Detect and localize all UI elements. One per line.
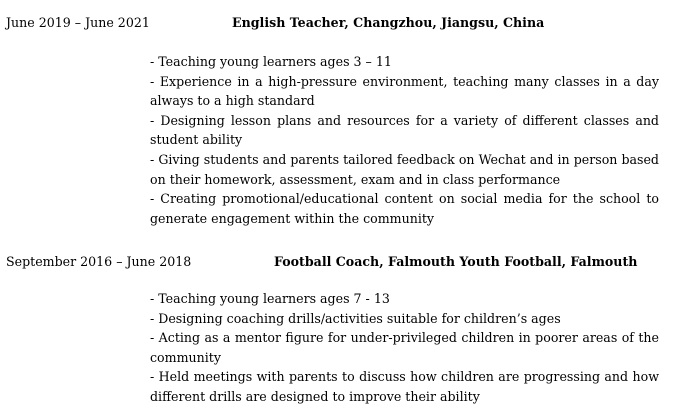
bullet-item: - Acting as a mentor figure for under-privileged children in poorer areas of the community: [150, 330, 659, 365]
bullet-item: - Giving students and parents tailored feedback on Wechat and in person based on their homework, assessment, exam and in class performance: [150, 151, 659, 187]
entry-dates: September 2016 – June 2018: [6, 254, 192, 269]
entry-title: Football Coach, Falmouth Youth Football, Falmouth: [274, 254, 638, 269]
entry-dates: June 2019 – June 2021: [6, 15, 150, 30]
bullet-item: - Designing lesson plans and resources for a variety of different classes and student ability: [150, 112, 659, 148]
bullet-item: - Designing coaching drills/activities suitable for children’s ages: [150, 310, 561, 326]
bullet-item: - Held meetings with parents to discuss how children are progressing and how different drills are designed to improve their ability: [150, 369, 659, 404]
bullet-item: - Experience in a high-pressure environment, teaching many classes in a day always to a high standard: [150, 73, 659, 109]
entry-bullet-list: [150, 289, 659, 407]
entry-title: English Teacher, Changzhou, Jiangsu, China: [232, 15, 545, 30]
bullet-item: - Teaching young learners ages 7 - 13: [150, 291, 390, 306]
entry-bullet-list: [150, 52, 659, 228]
bullet-item: - Teaching young learners ages 3 – 11: [150, 54, 392, 69]
bullet-item: - Creating promotional/educational content on social media for the school to generate engagement within the community: [150, 191, 659, 226]
